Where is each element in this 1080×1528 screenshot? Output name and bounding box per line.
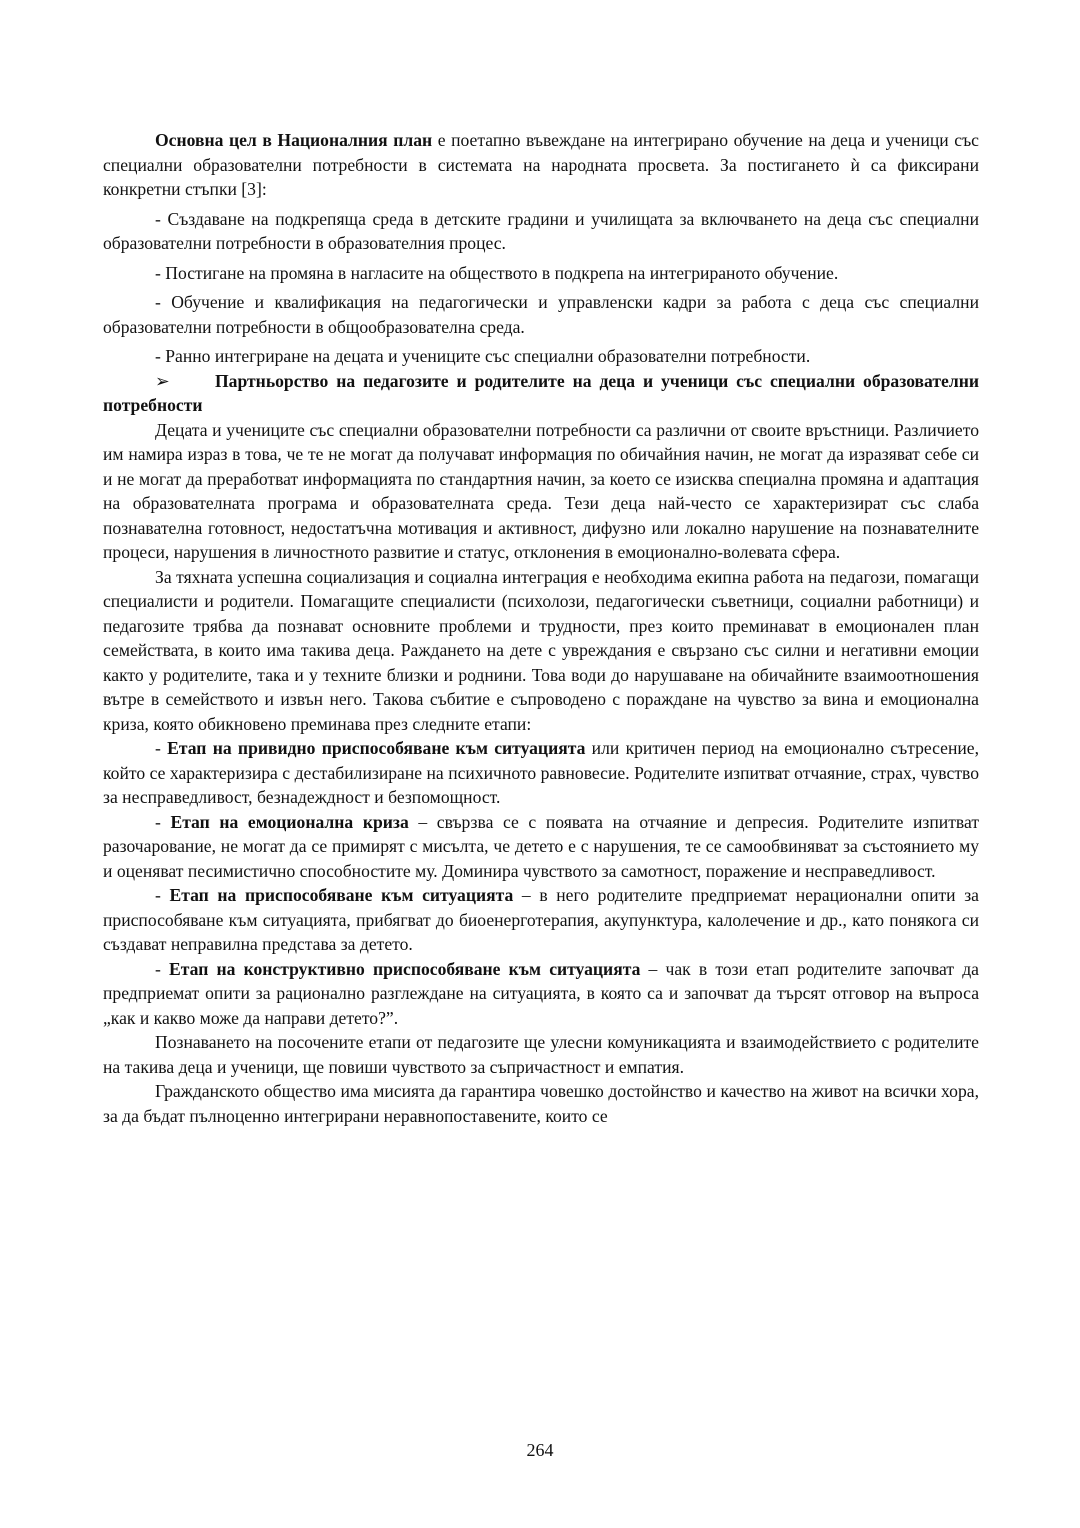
step-item: - Постигане на промяна в нагласите на обществото в подкрепа на интегрираното обучение.: [155, 262, 839, 283]
stage-prefix: -: [155, 958, 170, 979]
stage-item: [103, 736, 979, 810]
stage-text: – свързва се с появата на отчаяние и депресия. Родителите изпитват разочарование, не могат да се примирят с мисълта, че детето е с нарушения, те се самообвиняват за състоянието му и оценяват песимистично способностите му. Доминира чувството за самотност, поражение и несправедливост.: [103, 811, 980, 881]
stage-item: [103, 810, 979, 884]
stage-title: Етап на привидно приспособяване към ситуацията: [167, 738, 586, 758]
goal-paragraph: [103, 128, 979, 202]
section-heading: [103, 369, 979, 418]
stage-title: Етап на конструктивно приспособяване към ситуацията: [169, 958, 641, 979]
stage-title: Етап на емоционална криза: [170, 811, 409, 832]
stage-item: [103, 957, 979, 1031]
body-paragraph: Гражданското общество има мисията да гарантира човешко достойнство и качество на живот на всички хора, за да бъдат пълноценно интегрирани неравнопоставените, които се: [103, 1081, 979, 1126]
document-body: [103, 128, 979, 1128]
stage-text: – чак в този етап родителите започват да предприемат опити за рационално разглеждане на ситуацията, в която са и започват да търсят отговор на въпроса „как и какво може да направи детето?”.: [103, 958, 979, 1028]
stage-prefix: -: [155, 885, 170, 905]
stage-text: – в него родителите предприемат нерационални опити за приспособяване към ситуацията, прибягват до биоенерготерапия, акупунктура, калолечение и др., като понякога си създават неправилна представа за детето.: [103, 885, 979, 954]
goal-bold: Основна цел в Националния план: [155, 130, 433, 150]
step-item: - Ранно интегриране на децата и учениците със специални образователни потребности.: [155, 346, 811, 366]
stage-title: Етап на приспособяване към ситуацията: [169, 885, 514, 905]
stage-prefix: -: [155, 738, 168, 758]
section-heading-text: Партньорство на педагозите и родителите на деца и ученици със специални образователни потребности: [103, 370, 979, 415]
stage-prefix: -: [155, 811, 171, 832]
body-paragraph: За тяхната успешна социализация и социална интеграция е необходима екипна работа на педагози, помагащи специалисти и родители. Помагащите специалисти (психолози, педагогически съветници, социални работници) и педагозите трябва да познават основните проблеми и трудности, през които преминават в емоционален план семействата, в които има такива деца. Раждането на дете с увреждания е свързано със силни и негативни емоции както у родителите, така и у техните близки и роднини. Това води до нарушаване на обичайните взаимоотношения вътре в семейството и извън него. Такова събитие е съпроводено с пораждане на чувство за вина и емоционална криза, която обикновено преминава през следните етапи:: [103, 566, 979, 734]
body-paragraph: Познаването на посочените етапи от педагозите ще улесни комуникацията и взаимодействието с родителите на такива деца и ученици, ще повиши чувството за съпричастност и емпатия.: [103, 1032, 979, 1077]
goal-text: е поетапно въвеждане на интегрирано обучение на деца и ученици със специални образователни потребности в системата на народната просвета. За постигането ѝ са фиксирани конкретни стъпки [3]:: [103, 130, 979, 199]
step-item: - Създаване на подкрепяща среда в детските градини и училищата за включването на деца със специални образователни потребности в образователния процес.: [103, 208, 979, 253]
stage-text: или критичен период на емоционално сътресение, който се характеризира с дестабилизиране на психичното равновесие. Родителите изпитват отчаяние, страх, чувство за несправедливост, безнадеждност и безпомощност.: [103, 738, 979, 807]
page-number: 264: [526, 1440, 554, 1460]
step-item: - Обучение и квалификация на педагогически и управленски кадри за работа с деца със специални образователни потребности в общообразователна среда.: [103, 292, 979, 337]
arrow-bullet-icon: ➢: [155, 370, 170, 391]
stage-item: [103, 883, 979, 957]
body-paragraph: Децата и учениците със специални образователни потребности са различни от своите връстници. Различието им намира израз в това, че те не могат да получават информация по обичайния начин, не могат да изразяват себе си и не могат да преработват информацията по стандартния начин, за което се изисква специална промяна и адаптация на образователната програма и образователната среда. Тези деца най-често се характеризират със слаба познавателна готовност, недостатъчна мотивация и активност, дифузно или локално нарушение на познавателните процеси, нарушения в личностното развитие и статус, отклонения в емоционално-волевата сфера.: [103, 419, 979, 562]
